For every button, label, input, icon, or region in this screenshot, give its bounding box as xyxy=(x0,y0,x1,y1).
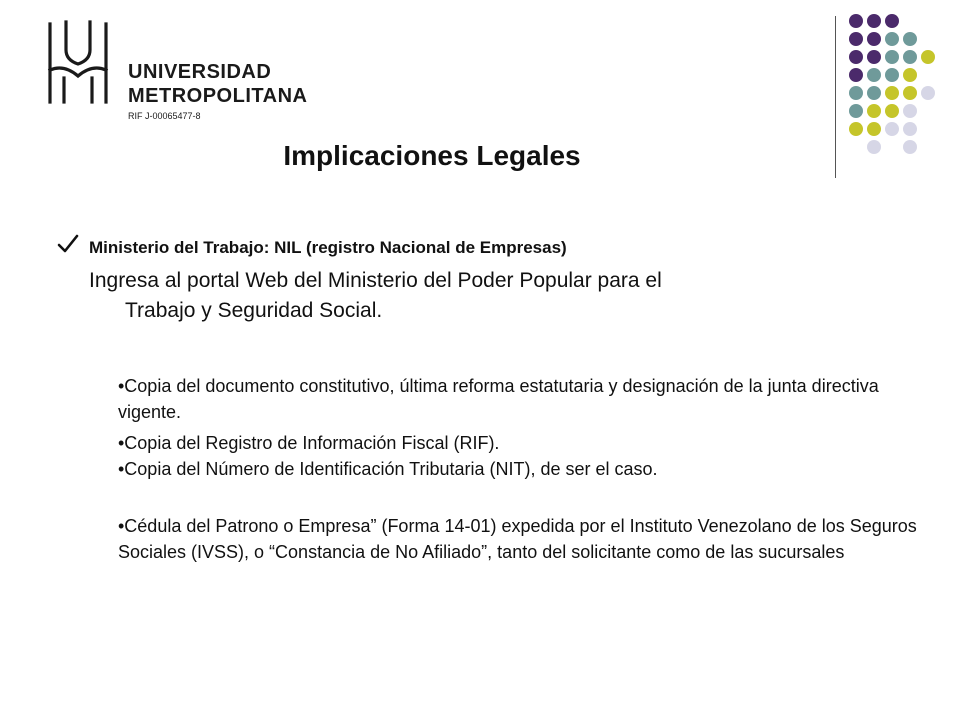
decorative-dot xyxy=(885,68,899,82)
decorative-dot xyxy=(921,86,935,100)
university-name xyxy=(128,60,307,122)
decorative-dot xyxy=(849,86,863,100)
decorative-dot xyxy=(903,86,917,100)
decorative-dot xyxy=(903,68,917,82)
decorative-dot xyxy=(885,50,899,64)
decorative-dot xyxy=(903,122,917,136)
decorative-dot xyxy=(885,104,899,118)
decorative-dot xyxy=(867,104,881,118)
section-intro-line1: Ingresa al portal Web del Ministerio del Poder Popular para el xyxy=(89,269,662,292)
decorative-dot xyxy=(903,104,917,118)
decorative-dot xyxy=(921,50,935,64)
decorative-dot xyxy=(867,86,881,100)
decorative-dot xyxy=(903,32,917,46)
university-name-line1: UNIVERSIDAD xyxy=(128,61,272,83)
decorative-dot xyxy=(867,140,881,154)
decorative-dot xyxy=(849,50,863,64)
requirement-item: •Copia del Número de Identificación Tributaria (NIT), de ser el caso. xyxy=(118,459,658,479)
section-intro-line2: Trabajo y Seguridad Social. xyxy=(125,299,383,322)
requirement-item: •Copia del Registro de Información Fiscal (RIF). xyxy=(118,433,500,453)
section-intro xyxy=(89,266,839,326)
university-logo xyxy=(44,20,308,121)
decorative-dot xyxy=(903,50,917,64)
university-emblem-icon xyxy=(44,20,114,106)
decorative-dot xyxy=(885,86,899,100)
decorative-dot xyxy=(867,14,881,28)
slide-title: Implicaciones Legales xyxy=(283,140,581,171)
decorative-dot xyxy=(885,32,899,46)
check-icon xyxy=(56,232,80,256)
decorative-dot xyxy=(849,32,863,46)
university-rif: RIF J-00065477-8 xyxy=(128,111,201,121)
decorative-dot xyxy=(849,68,863,82)
decorative-dot xyxy=(849,122,863,136)
section-heading: Ministerio del Trabajo: NIL (registro Nacional de Empresas) xyxy=(89,238,567,257)
decorative-dot xyxy=(885,14,899,28)
decorative-dot xyxy=(867,122,881,136)
decorative-dot xyxy=(867,68,881,82)
decorative-dot xyxy=(885,122,899,136)
decorative-dot xyxy=(903,140,917,154)
requirement-item: •Cédula del Patrono o Empresa” (Forma 14-01) expedida por el Instituto Venezolano de los Seguros Sociales (IVSS), o “Constancia de No Afiliado”, tanto del solicitante como de las sucursales xyxy=(118,516,917,562)
requirement-item: •Copia del documento constitutivo, última reforma estatutaria y designación de la junta directiva vigente. xyxy=(118,376,879,422)
university-name-line2: METROPOLITANA xyxy=(128,85,308,107)
decorative-dot xyxy=(867,50,881,64)
decorative-dot xyxy=(849,14,863,28)
decorative-dot xyxy=(867,32,881,46)
decorative-dot xyxy=(849,104,863,118)
